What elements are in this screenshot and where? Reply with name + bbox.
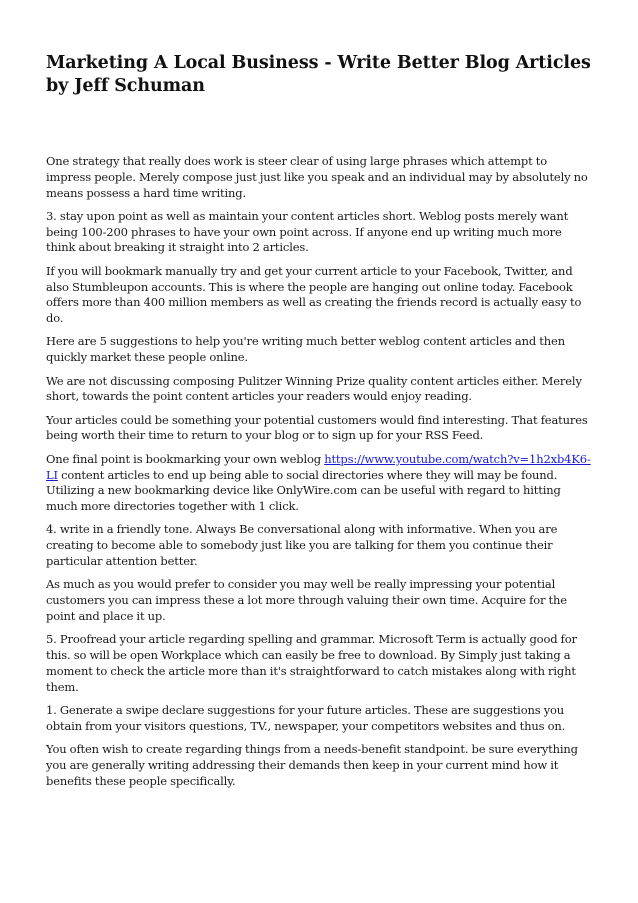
paragraph: You often wish to create regarding things from a needs-benefit standpoint. be sure everything you are generally writing addressing their demands then keep in your current mind how it benefits these people specifically. <box>46 742 578 788</box>
paragraph-text-before-link: One final point is bookmarking your own weblog <box>46 451 325 466</box>
paragraph: 1. Generate a swipe declare suggestions for your future articles. These are suggestions you obtain from your visitors questions, TV., newspaper, your competitors websites and thus on. <box>46 702 566 733</box>
paragraph: If you will bookmark manually try and get your current article to your Facebook, Twitter, and also Stumbleupon accounts. This is where the people are hanging out online today. Facebook offers more than 400 million members as well as creating the friends record is actually easy to do. <box>46 263 582 326</box>
paragraph: 4. write in a friendly tone. Always Be conversational along with informative. When you are creating to become able to somebody just like you are talking for them you continue their particular attention better. <box>46 522 558 569</box>
document-body <box>46 154 594 789</box>
paragraph: As much as you would prefer to consider you may well be really impressing your potential customers you can impress these a lot more through valuing their own time. Acquire for the point and place it up. <box>46 577 567 623</box>
paragraph-with-link <box>46 452 594 515</box>
document-title: Marketing A Local Business - Write Better Blog Articles by Jeff Schuman <box>46 53 591 96</box>
document-page <box>46 52 594 797</box>
paragraph: 5. Proofread your article regarding spelling and grammar. Microsoft Term is actually good for this. so will be open Workplace which can easily be free to download. By Simply just taking a moment to check the article more than it's straightforward to catch mistakes along with right them. <box>46 632 577 694</box>
paragraph-text-after-link: content articles to end up being able to social directories where they will may be found. Utilizing a new bookmarking device like OnlyWire.com can be useful with regard to hitting much more directories together with 1 click. <box>46 467 561 514</box>
paragraph: Your articles could be something your potential customers would find interesting. That features being worth their time to return to your blog or to sign up for your RSS Feed. <box>46 412 588 443</box>
paragraph: Here are 5 suggestions to help you're writing much better weblog content articles and then quickly market these people online. <box>46 334 565 365</box>
youtube-link[interactable]: https://www.youtube.com/watch?v=1h2xb4K6-LI <box>46 451 591 482</box>
paragraph: One strategy that really does work is steer clear of using large phrases which attempt to impress people. Merely compose just just like you speak and an individual may by absolutely no means possess a hard time writing. <box>46 154 588 200</box>
paragraph: We are not discussing composing Pulitzer Winning Prize quality content articles either. Merely short, towards the point content articles your readers would enjoy reading. <box>46 373 582 404</box>
paragraph: 3. stay upon point as well as maintain your content articles short. Weblog posts merely want being 100-200 phrases to have your own point across. If anyone end up writing much more think about breaking it straight into 2 articles. <box>46 208 569 255</box>
